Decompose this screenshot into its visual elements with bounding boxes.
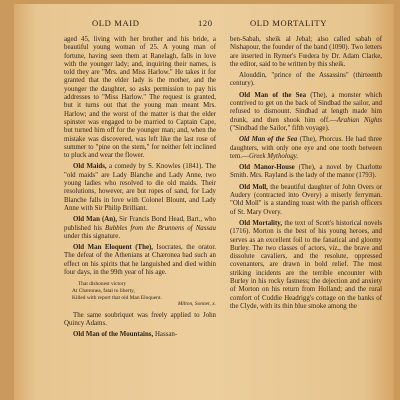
entry-continued-text: aged 45, living with her brother and his bride, a beautiful young woman of 25. A young man of fortune, having seen them at Ranelagh, falls in love with the younger lady; and, inquiring their names, is told they are "Mrs. and Miss Harlow." He takes it for granted that the elder lady is the mother, and the younger the daughter, so asks permission to pay his addresses to "Miss Harlow." The request is granted, but it turns out that the young man meant Mrs. Harlow; and the worst of the matter is that the elder spinster was engaged to be married to Captain Cape, but turned him off for the younger man; and, when the mistake was discovered, was left like the last rose of summer to "pine on the stem," for neither felt inclined to pluck and wear the flower.: [64, 36, 216, 160]
quote-line: That dishonest victory: [78, 281, 127, 288]
running-header: [14, 18, 394, 30]
quote-line: Killed with report that old Man Eloquent.: [72, 294, 162, 301]
entry-old-man-of-the-sea-2: [230, 136, 382, 161]
entry-old-man-eloquent: [64, 244, 216, 277]
quote-source: Milton, Sonnet, x.: [177, 301, 216, 308]
entry-title: Old Man of the Sea: [239, 91, 307, 99]
verse-quotation: [72, 281, 216, 307]
entry-text: (The), a monster which contrived to get on the back of Sindbad the sailor, and refused to dismount. Sindbad at length made him drunk, and then shook him off.—: [230, 91, 382, 124]
entry-title: Old Manor-House: [239, 164, 295, 172]
quote-line: At Chæronea, fatal to liberty,: [72, 287, 135, 294]
entry-old-man: [64, 216, 216, 241]
entry-text: the beautiful daughter of John Overs or Audery (contracted into Overy) a miserly ferryman. "Old Moll" is a standing toast with the parish officers of St. Mary Overy.: [230, 183, 382, 216]
entry-old-man-of-the-sea-1: [230, 92, 382, 133]
entry-text: under this signature.: [64, 232, 121, 240]
entry-old-mortality: [230, 220, 382, 311]
entry-title: Old Mortality,: [239, 219, 283, 227]
entry-italic-title: Bubbles from the Brunnens of Nassau: [105, 224, 216, 232]
entry-title: Old Man of the Mountains,: [73, 331, 154, 339]
entry-old-maids: [64, 163, 216, 213]
entry-text: Isocrates, the orator. The defeat of the Athenians at Chæronea had such an effect on his spirits that he languished and died within four days, in the 99th year of his age.: [64, 244, 216, 277]
entry-title: Old Man Eloquent (The),: [73, 244, 154, 252]
left-column: [64, 36, 216, 340]
entry-old-moll: [230, 184, 382, 217]
entry-text: Hassan-: [153, 331, 178, 339]
entry-italic-title: Arabian Nights: [336, 116, 382, 124]
entry-title: Old Man of the Sea: [239, 136, 298, 144]
header-right-title: OLD MORTALITY: [250, 18, 328, 28]
book-page: [14, 4, 394, 400]
entry-note: The same soubriquet was freely applied to John Quincy Adams.: [64, 311, 216, 327]
entry-old-manor-house: [230, 164, 382, 181]
entry-italic-title: Greek Mythology.: [248, 152, 299, 160]
entry-title: Old Maids,: [73, 163, 107, 171]
entry-text: (The), Phorcus. He had three daughters, with only one eye and one tooth between tem.—: [230, 136, 382, 160]
entry-text: Sir Francis Bond Head, Bart., who published his: [64, 216, 216, 232]
entry-continued-text: Alouddin, "prince of the Assassins" (thirteenth century).: [230, 72, 382, 88]
right-column: [230, 36, 382, 311]
entry-text: a comedy by S. Knowles (1841). The "old maids" are Lady Blanche and Lady Anne, two young ladies who resolved to die old maids. Their resolutions, however, are but ropes of sand, for Lady Blanche falls in love with Colonel Blount, and Lady Anne with Sir Philip Brilliant.: [64, 163, 216, 212]
entry-title: Old Moll,: [239, 183, 268, 191]
page-number: 120: [198, 18, 213, 28]
header-left-title: OLD MAID: [92, 18, 140, 28]
entry-continued-text: ben-Sabah, sheik al Jebal; also called sabah of Nishapour, the founder of the band (1090). Two letters are inserted in Rymer's Fœdera by Dr. Adam Clarke, the editor, said to be written by this sheik.: [230, 36, 382, 68]
entry-text: ("Sindbad the Sailor," fifth voyage).: [230, 124, 330, 132]
entry-old-man-mountains: [64, 331, 216, 339]
entry-text: the text of Scott's historical novels (1716). Morton is the best of his young heroes, and serves as an excellent foil to the fanatical and gloomy Burley. The two classes of actors, viz., the brave and dissolute cavaliers, and the resolute, oppressed covenanters, are drawn in bold relief. The most striking incidents are the terrible encounter with Burley in his rocky fastness; the dejection and anxiety of Morton on his return from Holland; and the rural comfort of Cuddie Headrigg's cottage on the banks of the Clyde, with its thin blue smoke among the: [230, 219, 382, 310]
entry-title: Old Man (An),: [73, 216, 118, 224]
entry-text: (The), a novel by Charlotte Smith. Mrs. Rayland is the lady of the manor (1793).: [230, 164, 382, 180]
